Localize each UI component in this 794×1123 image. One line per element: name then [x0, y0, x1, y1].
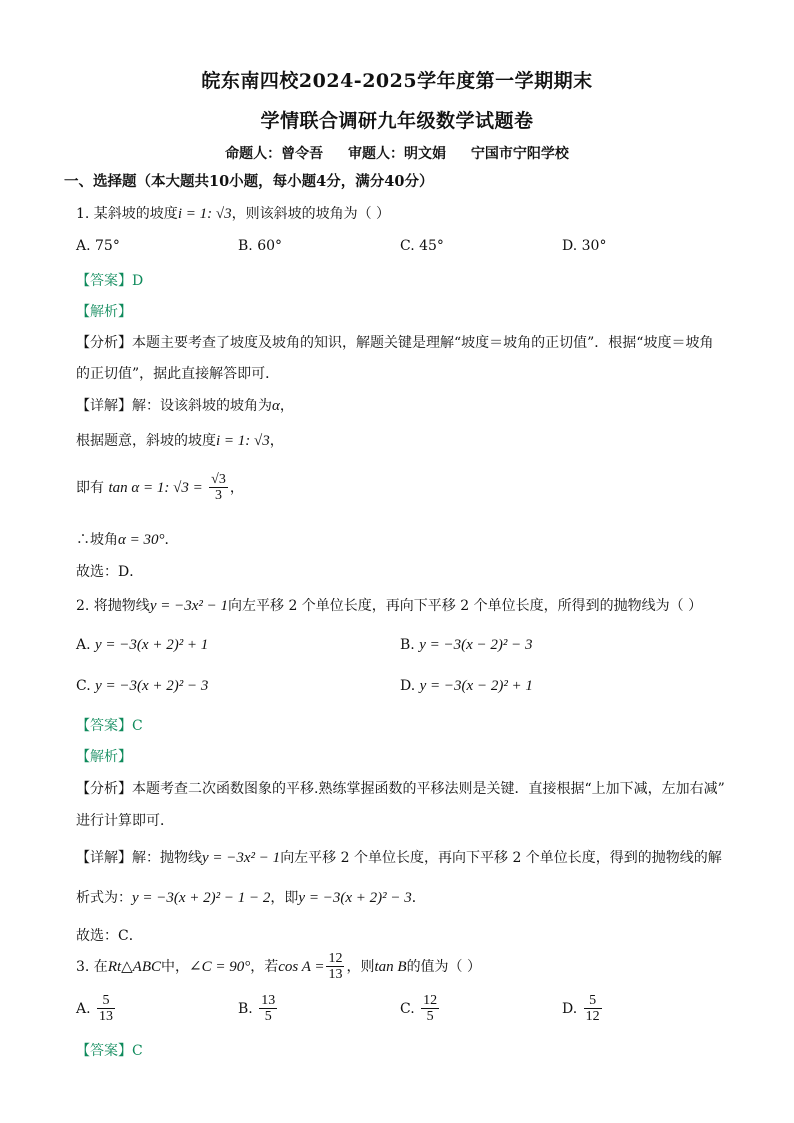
- q3-answer: 【答案】C: [76, 1043, 143, 1059]
- q1-option-d: D. 30°: [562, 238, 607, 254]
- q2-option-b: B. y = −3(x − 2)² − 3: [400, 637, 533, 653]
- exam-authors: [0, 143, 794, 163]
- q2-analysis-label: 【解析】: [76, 749, 132, 765]
- school: 宁国市宁阳学校: [470, 146, 569, 162]
- q1-fenxi-line1: 【分析】本题主要考查了坡度及坡角的知识，解题关键是理解“坡度＝坡角的正切值”．根据“坡度＝坡角: [76, 335, 714, 351]
- q1-slope-math: i = 1: √3: [177, 206, 232, 222]
- q1-option-b: B. 60°: [238, 238, 283, 254]
- q2-fenxi-line2: 进行计算即可．: [76, 813, 174, 829]
- q3-stem-fraction: $\frac{12}{13}$: [328, 951, 343, 983]
- q1-detail-line2: 根据题意，斜坡的坡度i = 1: √3，: [76, 433, 284, 449]
- q2-option-a: A. y = −3(x + 2)² + 1: [76, 637, 209, 653]
- q2-option-c: C. y = −3(x + 2)² − 3: [76, 678, 209, 694]
- q1-fenxi-line2: 的正切值”，据此直接解答即可．: [76, 366, 280, 382]
- q2-detail-line1: 【详解】解：抛物线y = −3x² − 1向左平移 2 个单位长度，再向下平移 2 个单位长度，得到的抛物线的解: [76, 850, 722, 866]
- author: 命题人：曾令吾: [225, 146, 324, 162]
- q2-detail-line2: 析式为：y = −3(x + 2)² − 1 − 2，即y = −3(x + 2)² − 3．: [76, 890, 426, 906]
- q2-option-d: D. y = −3(x − 2)² + 1: [400, 678, 533, 694]
- q3-option-a: A. $\frac{5}{13}$: [76, 993, 114, 1025]
- q1-stem: 1. 某斜坡的坡度i = 1: √3，则该斜坡的坡角为（ ）: [76, 206, 391, 222]
- section-heading: 一、选择题（本大题共10小题，每小题4分，满分40分）: [64, 173, 434, 190]
- q3-option-b: B. $\frac{13}{5}$: [238, 993, 276, 1025]
- q3-stem: 3. 在Rt△ABC中，∠C = 90°，若cos A = $\frac{12}{13}$ ，则tan B的值为（ ）: [76, 951, 482, 983]
- q1-option-c: C. 45°: [400, 238, 444, 254]
- q1-option-a: A. 75°: [76, 238, 120, 254]
- q2-fenxi-line1: 【分析】本题考查二次函数图象的平移.熟练掌握函数的平移法则是关键．直接根据“上加下减，左加右减”: [76, 781, 725, 797]
- reviewer: 审题人：明文娟: [348, 146, 446, 162]
- q1-detail-line3: 即有 tan α = 1: √3 = $\frac{√3}{3}$ ，: [76, 472, 244, 504]
- q1-detail-line1: 【详解】解：设该斜坡的坡角为α，: [76, 398, 294, 414]
- q1-analysis-label: 【解析】: [76, 304, 132, 320]
- q1-detail-line4: ∴坡角α = 30°．: [76, 532, 179, 548]
- q2-choose: 故选：C．: [76, 928, 143, 944]
- q1-fraction: $\frac{√3}{3}$: [211, 472, 226, 504]
- q2-stem: 2. 将抛物线y = −3x² − 1向左平移 2 个单位长度，再向下平移 2 个单位长度，所得到的抛物线为（ ）: [76, 598, 703, 614]
- q2-answer: 【答案】C: [76, 718, 143, 734]
- q3-option-d: D. $\frac{5}{12}$: [562, 993, 600, 1025]
- q1-answer: 【答案】D: [76, 273, 144, 289]
- exam-title-line1: 皖东南四校2024-2025学年度第一学期期末: [201, 70, 593, 92]
- q1-choose: 故选：D．: [76, 564, 144, 580]
- exam-title-line2: 学情联合调研九年级数学试题卷: [260, 110, 534, 132]
- q3-option-c: C. $\frac{12}{5}$: [400, 993, 438, 1025]
